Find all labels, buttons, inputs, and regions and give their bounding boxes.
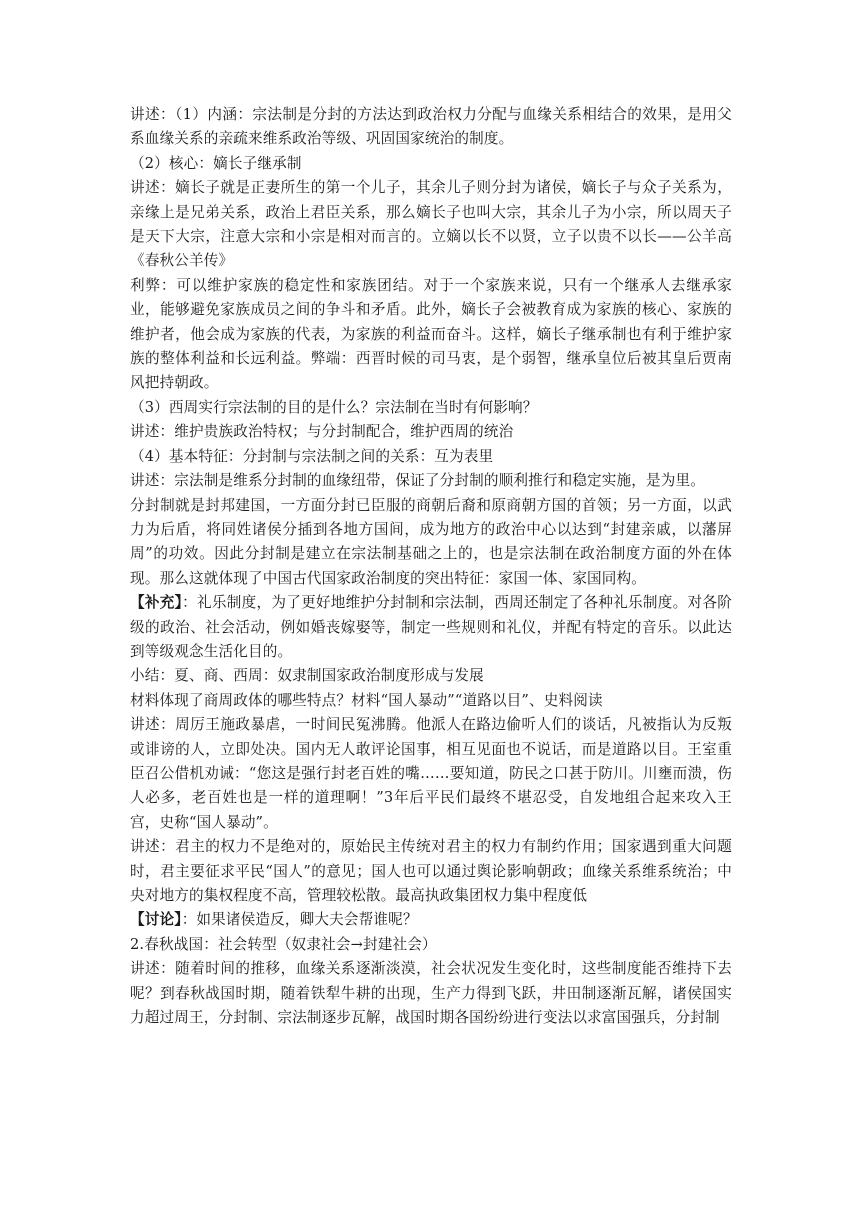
paragraph-monarch-power: 讲述：君主的权力不是绝对的，原始民主传统对君主的权力有制约作用；国家遇到重大问题时，君主要征求平民“国人”的意见；国人也可以通过舆论影响朝政；血缘关系维系统治；中央对地方的集权程度不高，管理较松散。最高执政集团权力集中程度低 bbox=[130, 838, 732, 904]
bracket-marker: 【讨论】 bbox=[130, 911, 182, 929]
heading-core: （2）核心：嫡长子继承制 bbox=[130, 154, 302, 172]
paragraph-material-question: 材料体现了商周政体的哪些特点？材料“国人暴动”“道路以目”、史料阅读 bbox=[130, 691, 603, 709]
paragraph-king-li: 讲述：周厉王施政暴虐，一时间民冤沸腾。他派人在路边偷听人们的谈话，凡被指认为反叛或诽谤的人，立即处决。国内无人敢评论国事，相互见面也不说话，而是道路以目。王室重臣召公借机劝诫：“您这是强行封老百姓的嘴……要知道，防民之口甚于防川。川壅而溃，伤人必多，老百姓也是一样的道理啊！”3年后平民们最终不堪忍受，自发地组合起来攻入王宫，史称“国人暴动”。 bbox=[130, 716, 732, 831]
paragraph-eldest-son: 讲述：嫡长子就是正妻所生的第一个儿子，其余儿子则分封为诸侯，嫡长子与众子关系为，亲缘上是兄弟关系，政治上君臣关系，那么嫡长子也叫大宗，其余儿子为小宗，所以周天子是天下大宗，注意大宗和小宗是相对而言的。立嫡以长不以贤，立子以贵不以长——公羊高《春秋公羊传》 bbox=[130, 179, 732, 270]
bracket-marker: 【补充】 bbox=[130, 594, 183, 612]
paragraph-pros-cons: 利弊：可以维护家族的稳定性和家族团结。对于一个家族来说，只有一个继承人去继承家业，能够避免家族成员之间的争斗和矛盾。此外，嫡长子会被教育成为家族的核心、家族的维护者，他会成为家族的代表，为家族的利益而奋斗。这样，嫡长子继承制也有利于维护家族的整体利益和长远利益。弊端：西晋时候的司马衷，是个弱智，继承皇位后被其皇后贾南风把持朝政。 bbox=[130, 276, 732, 392]
paragraph-purpose-answer: 讲述：维护贵族政治特权；与分封制配合，维护西周的统治 bbox=[130, 423, 514, 441]
paragraph-transition: 讲述：随着时间的推移，血缘关系逐渐淡漠，社会状况发生变化时，这些制度能否维持下去呢？到春秋战国时期，随着铁犁牛耕的出现，生产力得到飞跃，井田制逐渐瓦解，诸侯国实力超过周王，分封制、宗法制逐步瓦解，战国时期各国纷纷进行变法以求富国强兵，分封制 bbox=[130, 960, 732, 1027]
paragraph-supplement: 【补充】：礼乐制度，为了更好地维护分封制和宗法制，西周还制定了各种礼乐制度。对各阶级的政治、社会活动，例如婚丧嫁娶等，制定一些规则和礼仪，并配有特定的音乐。以此达到等级观念生活化目的。 bbox=[130, 594, 732, 660]
paragraph-discussion: 【讨论】：如果诸侯造反，卿大夫会帮谁呢？ bbox=[130, 911, 418, 929]
paragraph-enfeoffment: 分封制就是封邦建国，一方面分封已臣服的商朝后裔和原商朝方国的首领；另一方面，以武力为后盾，将同姓诸侯分插到各地方国间，成为地方的政治中心以达到“封建亲戚，以藩屏周”的功效。因此分封制是建立在宗法制基础之上的，也是宗法制在政治制度方面的外在体现。那么这就体现了中国古代国家政治制度的突出特征：家国一体、家国同构。 bbox=[130, 496, 732, 587]
document-body bbox=[130, 103, 732, 1030]
paragraph-summary: 小结：夏、商、西周：奴隶制国家政治制度形成与发展 bbox=[130, 667, 484, 685]
paragraph-blood-tie: 讲述：宗法制是维系分封制的血缘纽带，保证了分封制的顺利推行和稳定实施，是为里。 bbox=[130, 472, 706, 490]
heading-basic-features: （4）基本特征：分封制与宗法制之间的关系：互为表里 bbox=[130, 447, 494, 465]
paragraph-connotation: 讲述：（1）内涵：宗法制是分封的方法达到政治权力分配与血缘关系相结合的效果，是用父系血缘关系的亲疏来维系政治等级、巩固国家统治的制度。 bbox=[130, 106, 732, 148]
question-purpose: （3）西周实行宗法制的目的是什么？宗法制在当时有何影响？ bbox=[130, 398, 538, 416]
heading-spring-autumn: 2.春秋战国：社会转型（奴隶社会→封建社会） bbox=[130, 935, 437, 953]
